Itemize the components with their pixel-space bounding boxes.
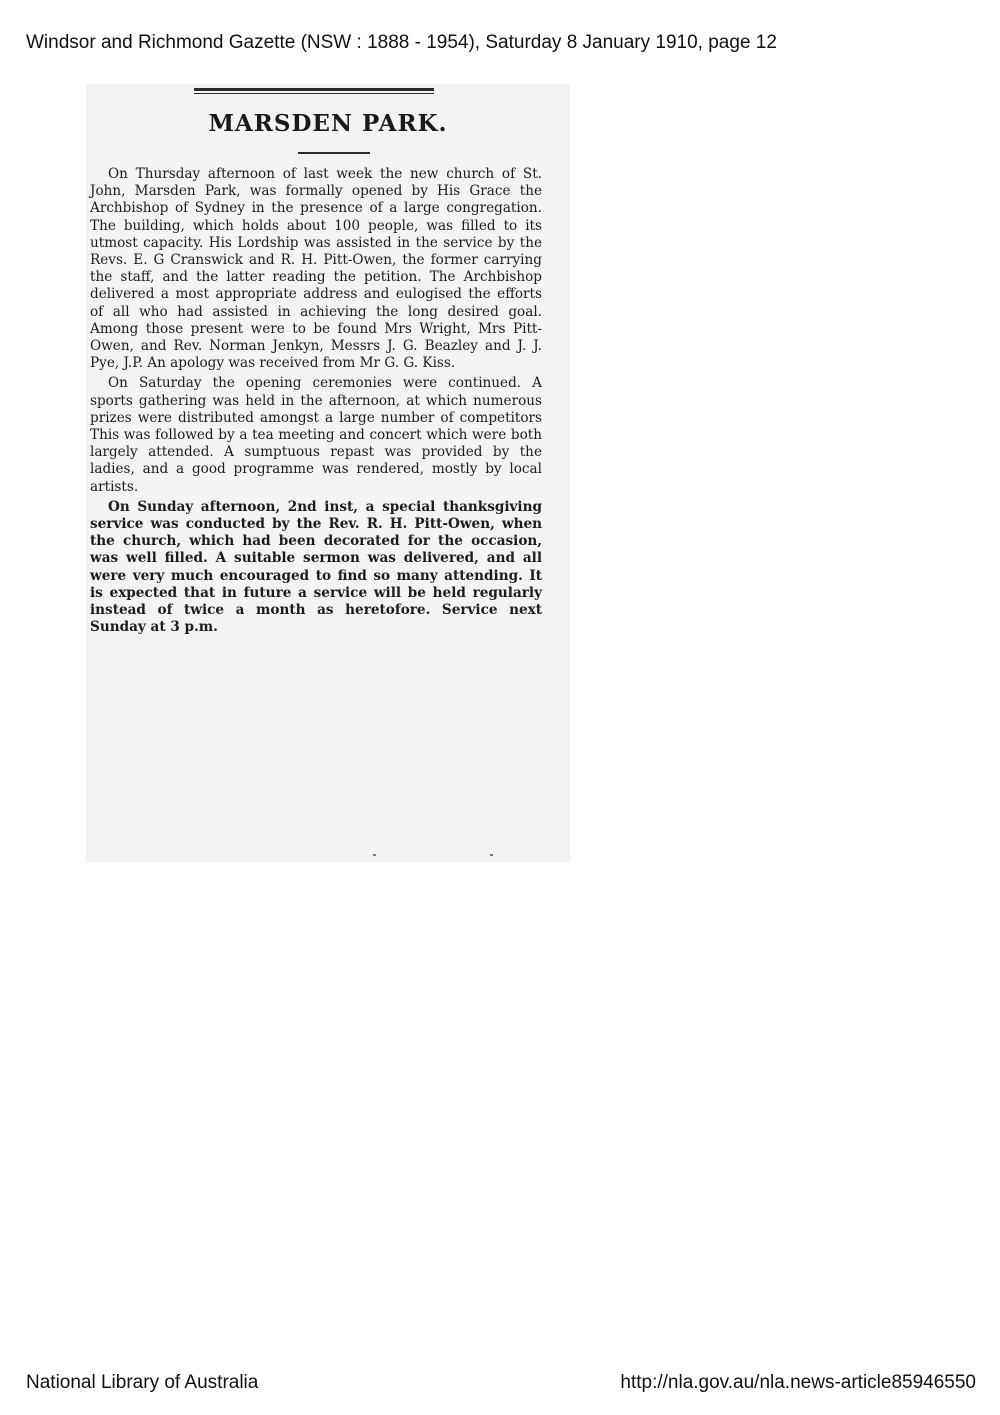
footer-url[interactable]: http://nla.gov.au/nla.news-article85946550 bbox=[620, 1372, 976, 1393]
article-paragraph-2: On Saturday the opening ceremonies were continued. A sports gathering was held in the afternoon, at which numerous prizes were distributed amongst a large number of competitors This was followed by a tea meeting and concert which were both largely attended. A sumptuous repast was provided by the ladies, and a good programme was rendered, mostly by local artists. bbox=[90, 375, 542, 495]
scan-specks bbox=[86, 854, 570, 858]
scan-speck bbox=[373, 854, 376, 856]
page-citation-header: Windsor and Richmond Gazette (NSW : 1888 - 1954), Saturday 8 January 1910, page 12 bbox=[26, 32, 777, 53]
article-paragraph-1: On Thursday afternoon of last week the new church of St. John, Marsden Park, was formally opened by His Grace the Archbishop of Sydney in the presence of a large congregation. The building, which holds about 100 people, was filled to its utmost capacity. His Lordship was assisted in the service by the Revs. E. G Cranswick and R. H. Pitt-Owen, the former carrying the staff, and the latter reading the petition. The Archbishop delivered a most appropriate address and eulogised the efforts of all who had assisted in achieving the long desired goal. Among those present were to be found Mrs Wright, Mrs Pitt-Owen, and Rev. Norman Jenkyn, Messrs J. G. Beazley and J. J. Pye, J.P. An apology was received from Mr G. G. Kiss. bbox=[90, 166, 542, 372]
scan-speck bbox=[490, 854, 493, 856]
article-body bbox=[90, 166, 542, 636]
article-headline: MARSDEN PARK. bbox=[208, 110, 448, 137]
headline-bottom-rule bbox=[298, 152, 370, 154]
headline-top-rule bbox=[194, 88, 434, 94]
newspaper-clipping bbox=[86, 84, 570, 862]
footer-source: National Library of Australia bbox=[26, 1372, 259, 1393]
article-paragraph-3: On Sunday afternoon, 2nd inst, a special thanksgiving service was conducted by the Rev. R. H. Pitt-Owen, when the church, which had been decorated for the occasion, was well filled. A suitable sermon was delivered, and all were very much encouraged to find so many attending. It is expected that in future a service will be held regularly instead of twice a month as heretofore. Service next Sunday at 3 p.m. bbox=[90, 498, 542, 636]
